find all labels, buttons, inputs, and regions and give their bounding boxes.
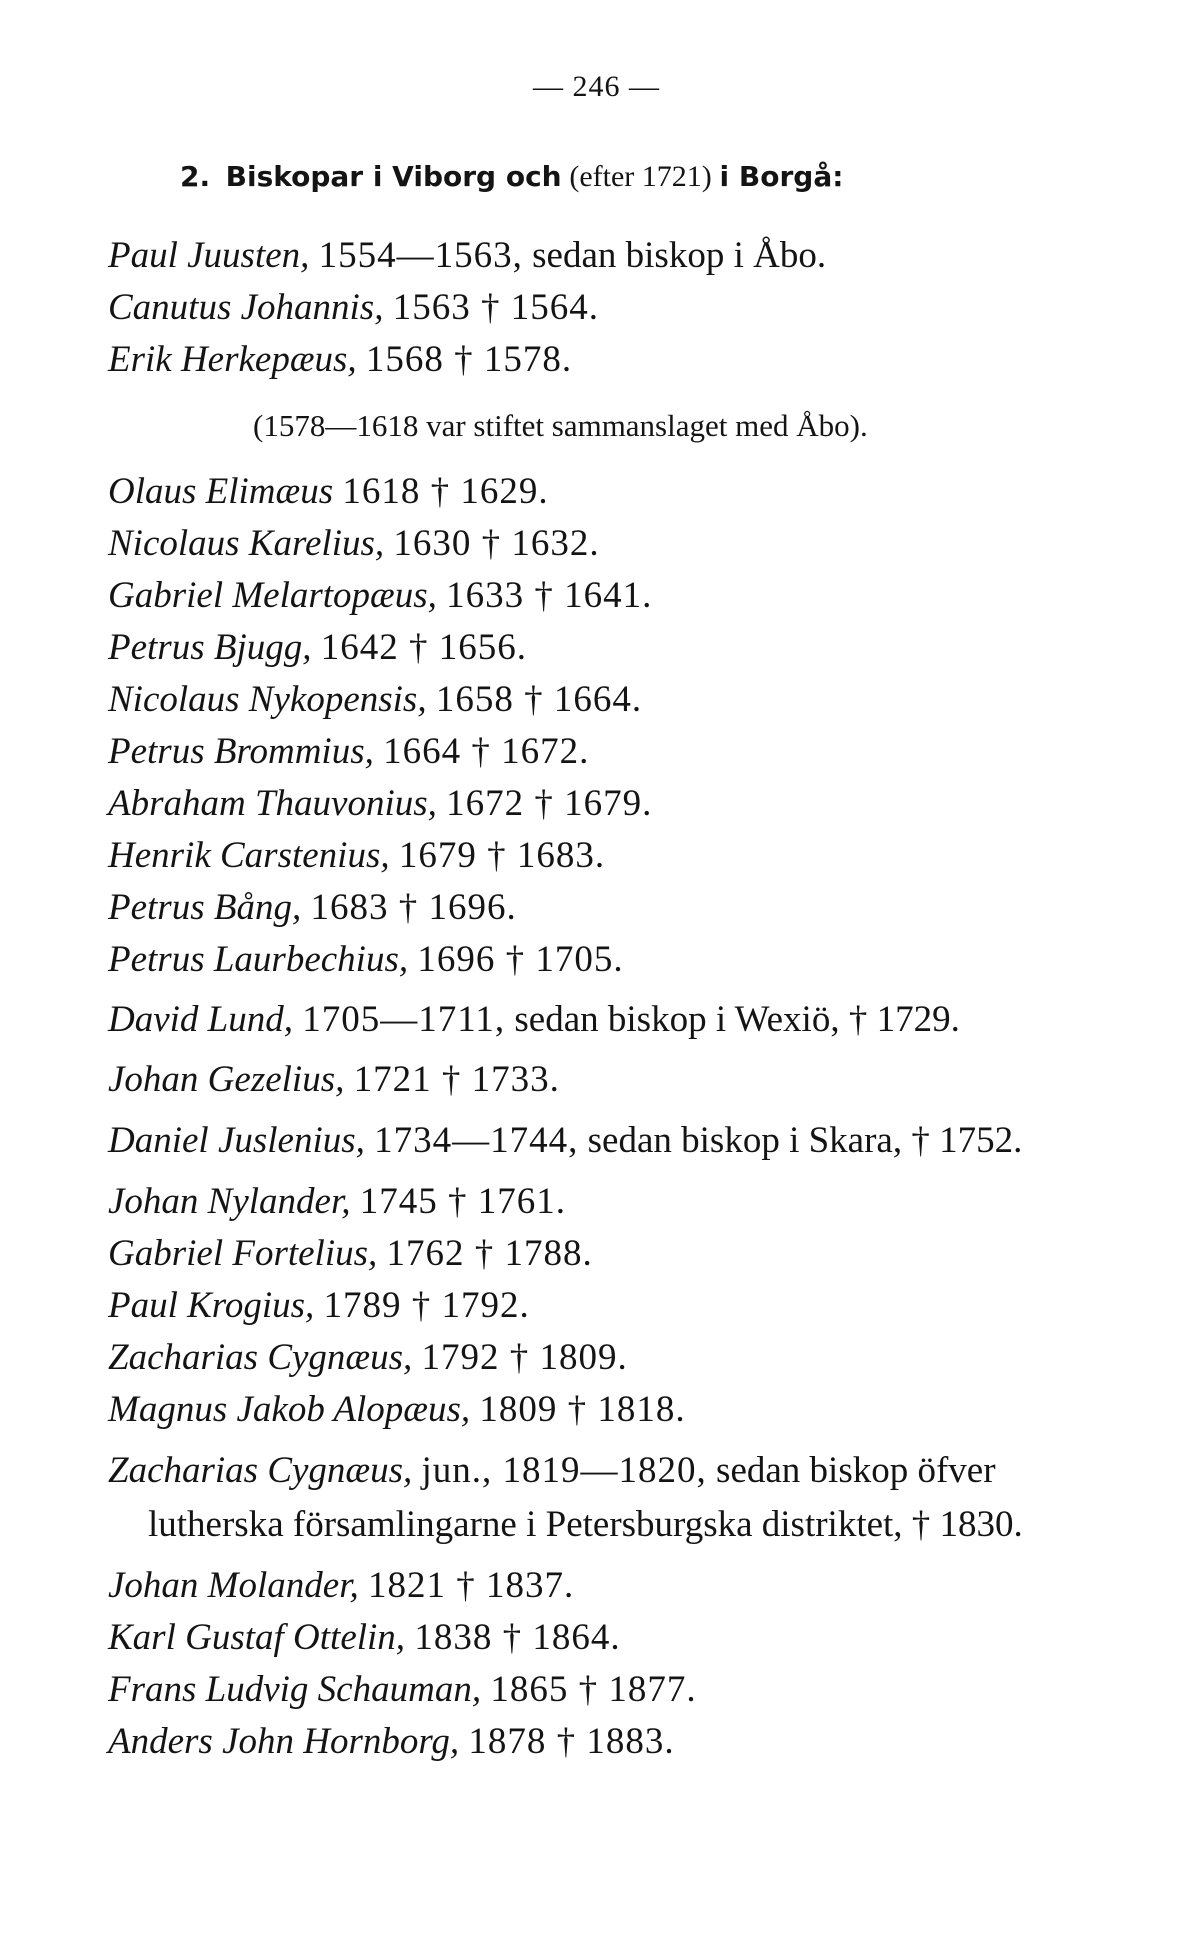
bishop-dates: 1554—1563, <box>318 235 523 276</box>
bishop-name: Zacharias Cygnæus, <box>108 1337 413 1378</box>
bishop-entry <box>108 622 1138 674</box>
bishop-name: Olaus Elimæus <box>108 471 334 512</box>
interlude-note: (1578—1618 var stiftet sammanslaget med Åbo). <box>253 408 868 443</box>
bishop-dates: 1658 † 1664. <box>435 679 643 720</box>
bishop-list-before <box>108 230 1138 386</box>
bishop-name: David Lund, <box>108 999 293 1040</box>
bishop-entry <box>108 570 1138 622</box>
bishop-remark: sedan biskop i Åbo. <box>532 235 827 276</box>
page-number: — 246 — <box>533 70 660 103</box>
bishop-entry <box>108 882 1138 934</box>
bishop-entry <box>108 1444 1138 1552</box>
bishop-name: Abraham Thauvonius, <box>108 783 437 824</box>
bishop-dates: 1664 † 1672. <box>383 731 590 772</box>
bishop-dates: 1568 † 1578. <box>365 339 573 380</box>
bishop-entry <box>108 830 1138 882</box>
bishop-dates: 1679 † 1683. <box>398 835 606 876</box>
section-number: 2. <box>180 160 211 193</box>
bishop-dates: 1809 † 1818. <box>479 1389 686 1430</box>
bishop-dates: 1745 † 1761. <box>359 1181 567 1222</box>
bishop-dates: 1633 † 1641. <box>446 575 653 616</box>
bishop-entry <box>108 1332 1138 1384</box>
bishop-entry <box>108 334 1138 386</box>
bishop-name: Henrik Carstenius, <box>108 835 390 876</box>
bishop-dates: 1734—1744, <box>374 1120 579 1161</box>
bishop-name: Nicolaus Karelius, <box>108 523 385 564</box>
bishop-entry <box>108 1228 1138 1280</box>
bishop-entry <box>108 466 1138 518</box>
bishop-name: Johan Nylander, <box>108 1181 351 1222</box>
bishop-dates: 1672 † 1679. <box>446 783 653 824</box>
bishop-entry <box>108 518 1138 570</box>
bishop-name: Johan Gezelius, <box>108 1059 345 1100</box>
bishop-entry <box>108 230 1138 282</box>
bishop-dates: 1705—1711, <box>302 999 506 1040</box>
section-title-parenthetical: (efter 1721) <box>569 160 712 193</box>
bishop-name: Paul Juusten, <box>108 235 310 276</box>
section-title: Biskopar i Viborg och <box>225 160 562 193</box>
bishop-dates: jun., 1819—1820, <box>421 1450 707 1491</box>
bishop-dates: 1838 † 1864. <box>414 1617 621 1658</box>
bishop-dates: 1821 † 1837. <box>368 1565 575 1606</box>
bishop-remark: sedan biskop öfver lutherska församlingarne i Petersburgska distriktet, † 1830. <box>148 1450 1023 1545</box>
bishop-remark: sedan biskop i Skara, † 1752. <box>587 1120 1023 1161</box>
bishop-entry <box>108 726 1138 778</box>
bishop-remark: sedan biskop i Wexiö, † 1729. <box>514 999 960 1040</box>
bishop-dates: 1618 † 1629. <box>342 471 549 512</box>
bishop-entry <box>108 1280 1138 1332</box>
bishop-name: Daniel Juslenius, <box>108 1120 365 1161</box>
bishop-name: Frans Ludvig Schauman, <box>108 1669 482 1710</box>
bishop-name: Erik Herkepæus, <box>108 339 357 380</box>
bishop-dates: 1683 † 1696. <box>310 887 517 928</box>
bishop-name: Petrus Bjugg, <box>108 627 312 668</box>
bishop-name: Magnus Jakob Alopæus, <box>108 1389 471 1430</box>
bishop-entry <box>108 1054 1138 1106</box>
bishop-entry <box>108 1716 1138 1768</box>
bishop-dates: 1563 † 1564. <box>392 287 599 328</box>
bishop-name: Gabriel Melartopæus, <box>108 575 437 616</box>
bishop-name: Petrus Laurbechius, <box>108 939 409 980</box>
bishop-dates: 1630 † 1632. <box>393 523 600 564</box>
bishop-name: Gabriel Fortelius, <box>108 1233 378 1274</box>
bishop-list-after <box>108 466 1138 1768</box>
bishop-dates: 1792 † 1809. <box>421 1337 628 1378</box>
bishop-name: Anders John Hornborg, <box>108 1721 460 1762</box>
bishop-name: Karl Gustaf Ottelin, <box>108 1617 406 1658</box>
bishop-dates: 1789 † 1792. <box>323 1285 530 1326</box>
bishop-name: Canutus Johannis, <box>108 287 384 328</box>
bishop-dates: 1721 † 1733. <box>353 1059 560 1100</box>
bishop-dates: 1762 † 1788. <box>386 1233 593 1274</box>
bishop-entry <box>108 1114 1138 1168</box>
bishop-dates: 1865 † 1877. <box>490 1669 697 1710</box>
bishop-entry <box>108 994 1138 1046</box>
section-title-end: i Borgå: <box>719 160 844 193</box>
bishop-name: Nicolaus Nykopensis, <box>108 679 427 720</box>
bishop-name: Johan Molander, <box>108 1565 359 1606</box>
bishop-name: Petrus Brommius, <box>108 731 374 772</box>
bishop-entry <box>108 1664 1138 1716</box>
bishop-dates: 1878 † 1883. <box>468 1721 675 1762</box>
bishop-entry <box>108 1612 1138 1664</box>
bishop-entry <box>108 282 1138 334</box>
bishop-entry <box>108 778 1138 830</box>
bishop-name: Petrus Bång, <box>108 887 302 928</box>
bishop-entry <box>108 1176 1138 1228</box>
bishop-entry <box>108 934 1138 986</box>
section-heading <box>180 158 843 194</box>
bishop-entry <box>108 1384 1138 1436</box>
bishop-dates: 1696 † 1705. <box>417 939 624 980</box>
bishop-name: Paul Krogius, <box>108 1285 315 1326</box>
bishop-list <box>108 230 1138 1768</box>
bishop-name: Zacharias Cygnæus, <box>108 1450 413 1491</box>
bishop-entry <box>108 674 1138 726</box>
bishop-dates: 1642 † 1656. <box>320 627 527 668</box>
bishop-entry <box>108 1560 1138 1612</box>
